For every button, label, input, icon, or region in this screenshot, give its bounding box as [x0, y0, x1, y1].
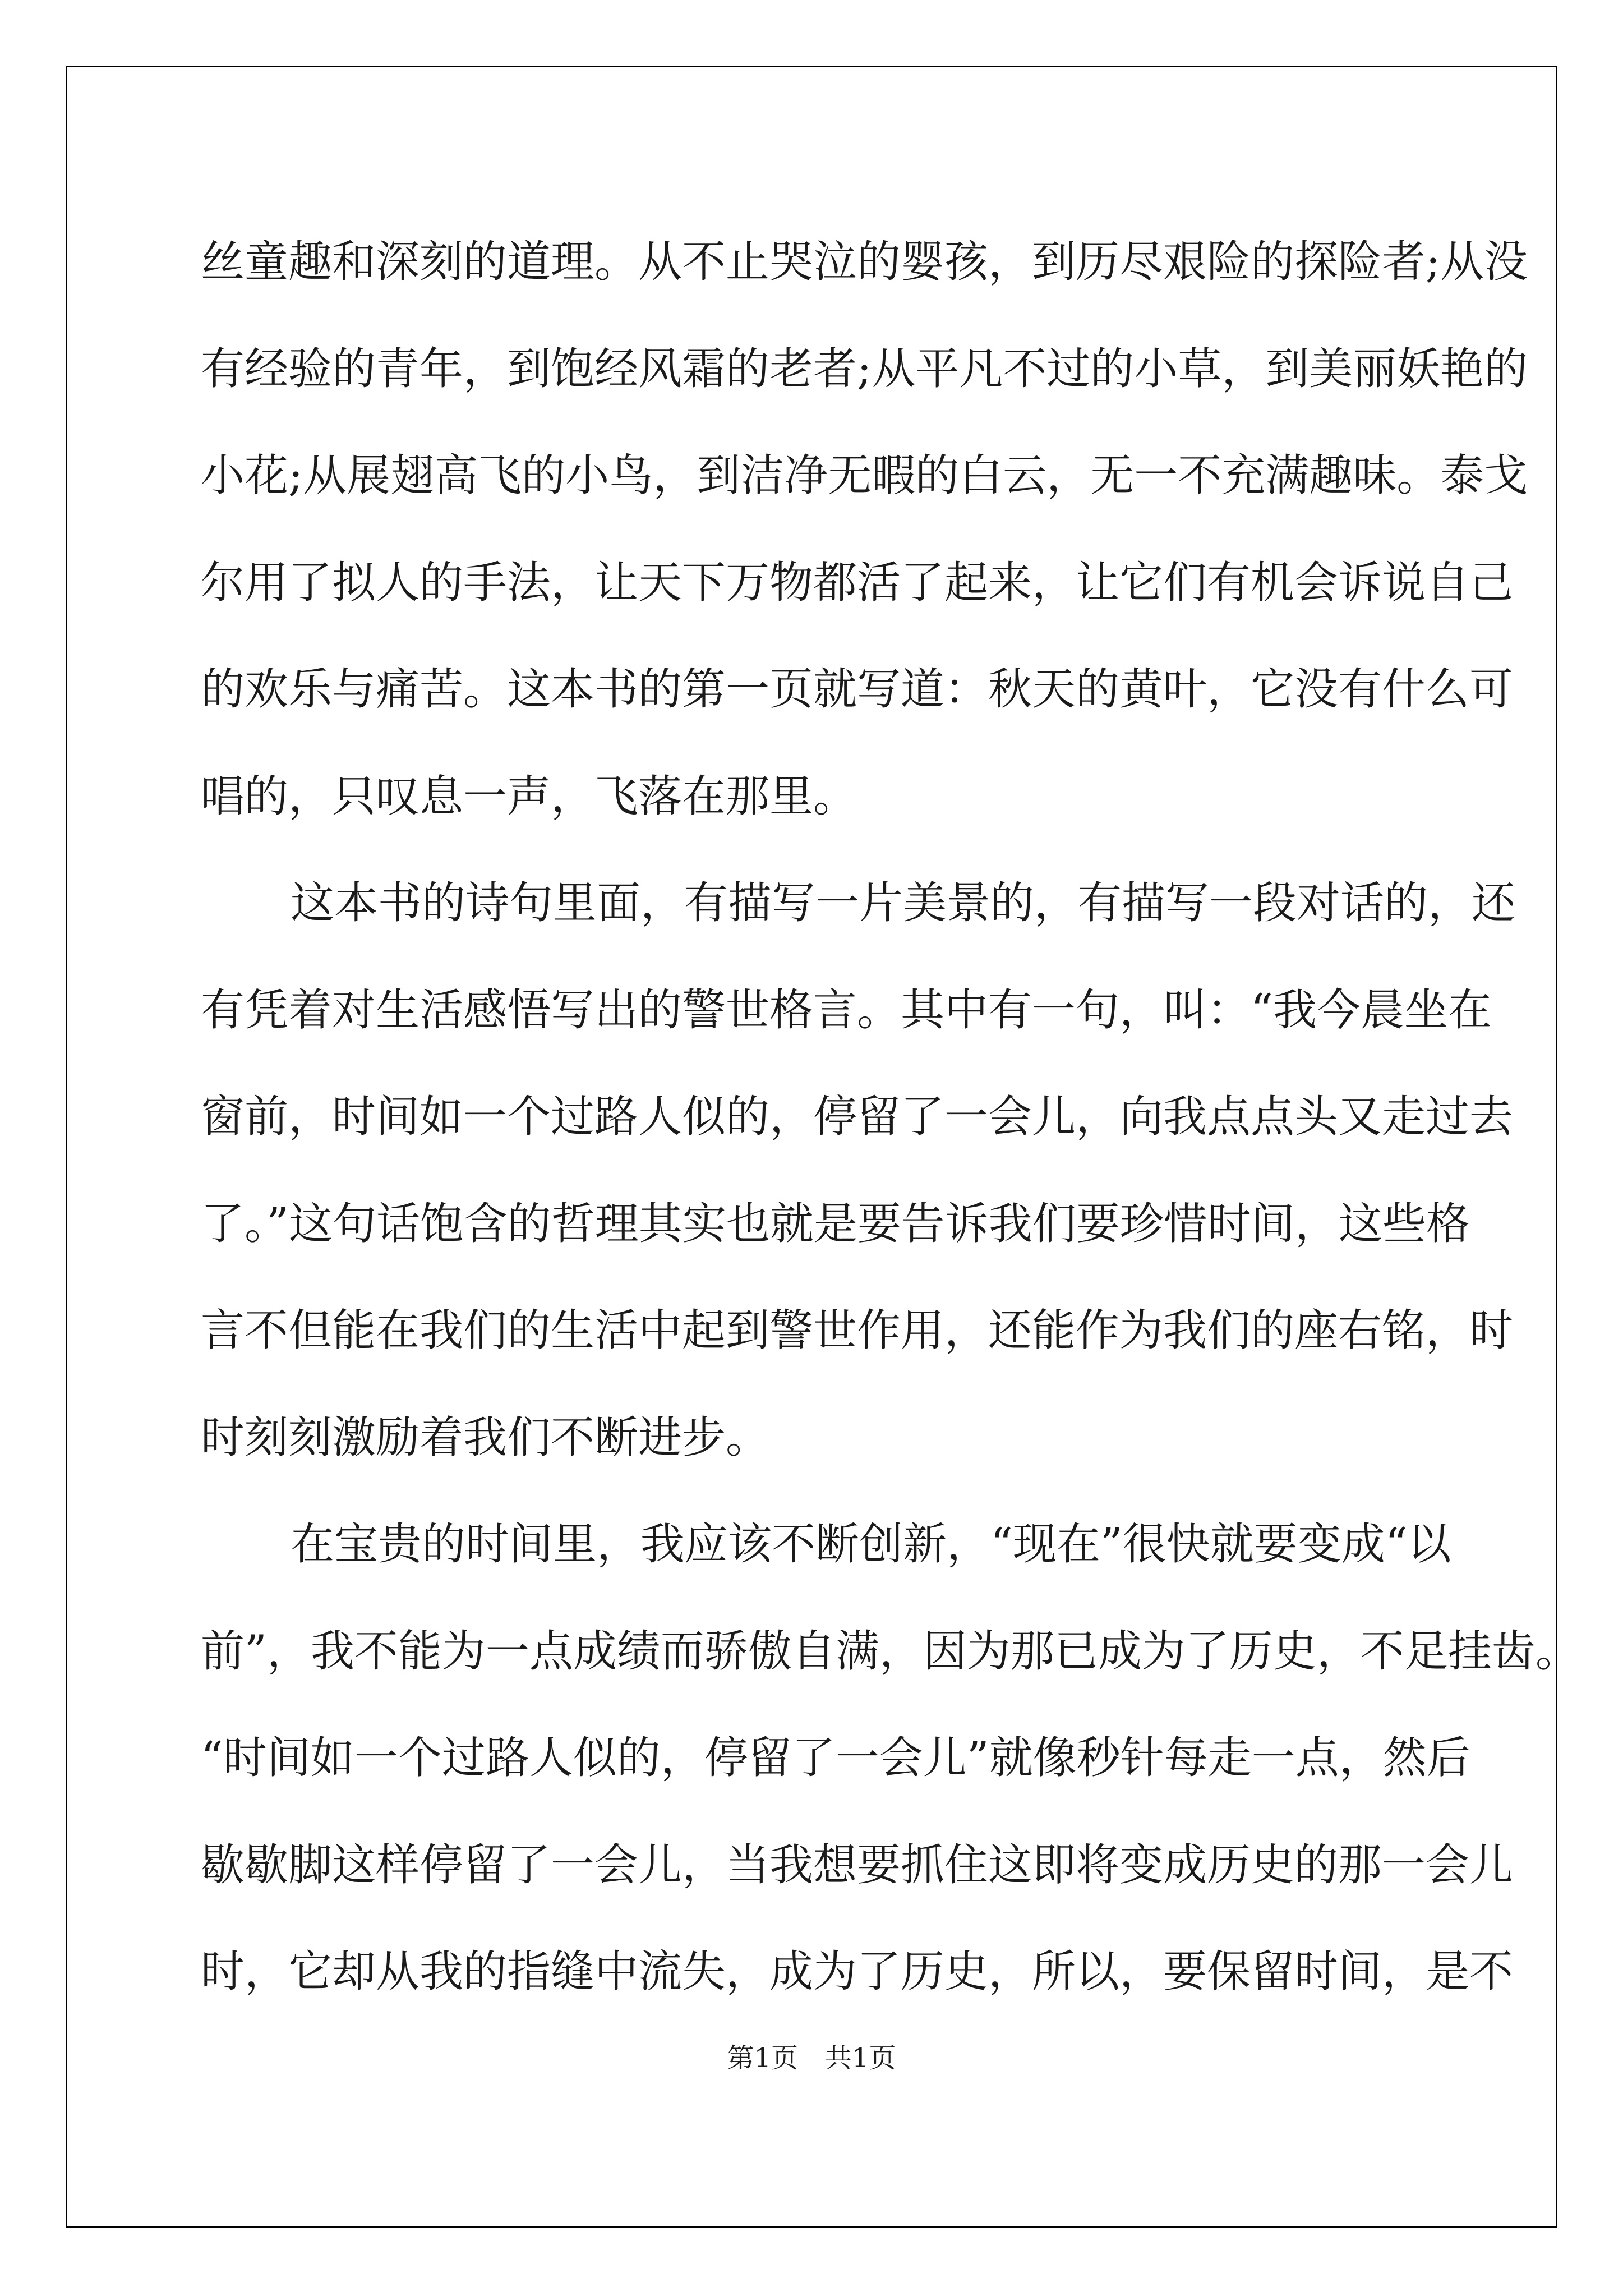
paragraph-3-line-4: 歇歇脚这样停留了一会儿，当我想要抓住这即将变成历史的那一会儿 [201, 1839, 1514, 1890]
paragraph-1-line-4: 尔用了拟人的手法，让天下万物都活了起来，让它们有机会诉说自己 [201, 557, 1514, 608]
paragraph-1-line-1: 丝童趣和深刻的道理。从不止哭泣的婴孩，到历尽艰险的探险者;从没 [201, 237, 1528, 287]
document-body [201, 209, 1579, 2026]
paragraph-2-line-3: 窗前，时间如一个过路人似的，停留了一会儿，向我点点头又走过去 [201, 1092, 1514, 1142]
paragraph-2-line-1: 这本书的诗句里面，有描写一片美景的，有描写一段对话的，还 [291, 878, 1516, 928]
paragraph-2-line-2: 有凭着对生活感悟写出的警世格言。其中有一句，叫：“我今晨坐在 [201, 984, 1492, 1036]
page-number-footer: 第1页 共1页 [727, 2042, 896, 2074]
paragraph-3-line-1: 在宝贵的时间里，我应该不断创新，“现在”很快就要变成“以 [291, 1519, 1451, 1570]
paragraph-2-line-6: 时刻刻激励着我们不断进步。 [201, 1412, 770, 1463]
paragraph-3-line-2: 前”，我不能为一点成绩而骄傲自满，因为那已成为了历史，不足挂齿。 [201, 1626, 1579, 1677]
paragraph-1-line-5: 的欢乐与痛苦。这本书的第一页就写道：秋天的黄叶，它没有什么可 [201, 664, 1514, 715]
paragraph-1-line-2: 有经验的青年，到饱经风霜的老者;从平凡不过的小草，到美丽妖艳的 [201, 343, 1528, 394]
paragraph-2-line-4: 了。”这句话饱含的哲理其实也就是要告诉我们要珍惜时间，这些格 [201, 1198, 1470, 1249]
paragraph-2-line-5: 言不但能在我们的生活中起到警世作用，还能作为我们的座右铭，时 [201, 1305, 1514, 1356]
paragraph-1-line-6: 唱的，只叹息一声，飞落在那里。 [201, 771, 857, 822]
paragraph-3-line-5: 时，它却从我的指缝中流失，成为了历史，所以，要保留时间，是不 [201, 1947, 1514, 1997]
paragraph-1-line-3: 小花;从展翅高飞的小鸟，到洁净无暇的白云，无一不充满趣味。泰戈 [201, 450, 1528, 501]
paragraph-3-line-3: “时间如一个过路人似的，停留了一会儿”就像秒针每走一点，然后 [201, 1733, 1470, 1783]
